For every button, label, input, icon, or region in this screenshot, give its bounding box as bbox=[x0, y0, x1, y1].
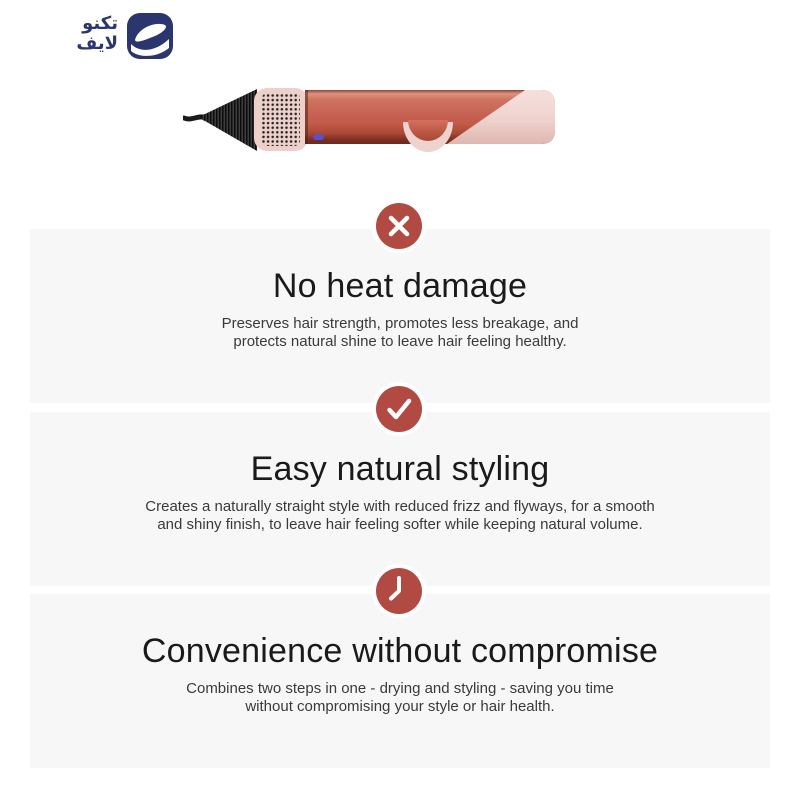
power-button bbox=[313, 134, 324, 140]
body-line: Preserves hair strength, promotes less breakage, and bbox=[221, 315, 579, 332]
power-cord bbox=[184, 117, 203, 119]
body-line: Combines two steps in one - drying and styling - saving you time bbox=[186, 680, 614, 697]
feature-section-no-heat-damage bbox=[30, 229, 770, 403]
clock-circle-icon bbox=[376, 568, 422, 614]
feature-section-easy-natural-styling bbox=[30, 412, 770, 586]
feature-section-convenience bbox=[30, 594, 770, 768]
x-circle-icon bbox=[376, 203, 422, 249]
section-body bbox=[222, 315, 579, 351]
cone-filter bbox=[201, 89, 257, 151]
section-title: Easy natural styling bbox=[250, 450, 550, 488]
body-line: protects natural shine to leave hair feeling healthy. bbox=[233, 333, 567, 350]
body-line: without compromising your style or hair health. bbox=[245, 698, 555, 715]
section-title: No heat damage bbox=[272, 267, 528, 305]
logo-text-line1: تكنو bbox=[82, 13, 118, 34]
product-image bbox=[183, 84, 573, 164]
check-circle-icon bbox=[376, 386, 422, 432]
body-line: Creates a naturally straight style with reduced frizz and flyways, for a smooth bbox=[145, 498, 655, 515]
logo-text bbox=[36, 14, 118, 54]
logo-text-line2: لايف bbox=[76, 33, 118, 54]
section-body bbox=[145, 498, 654, 534]
section-body bbox=[186, 680, 614, 716]
technolife-swoosh-icon bbox=[127, 13, 173, 64]
section-title: Convenience without compromise bbox=[141, 632, 659, 670]
body-line: and shiny finish, to leave hair feeling softer while keeping natural volume. bbox=[157, 516, 643, 533]
